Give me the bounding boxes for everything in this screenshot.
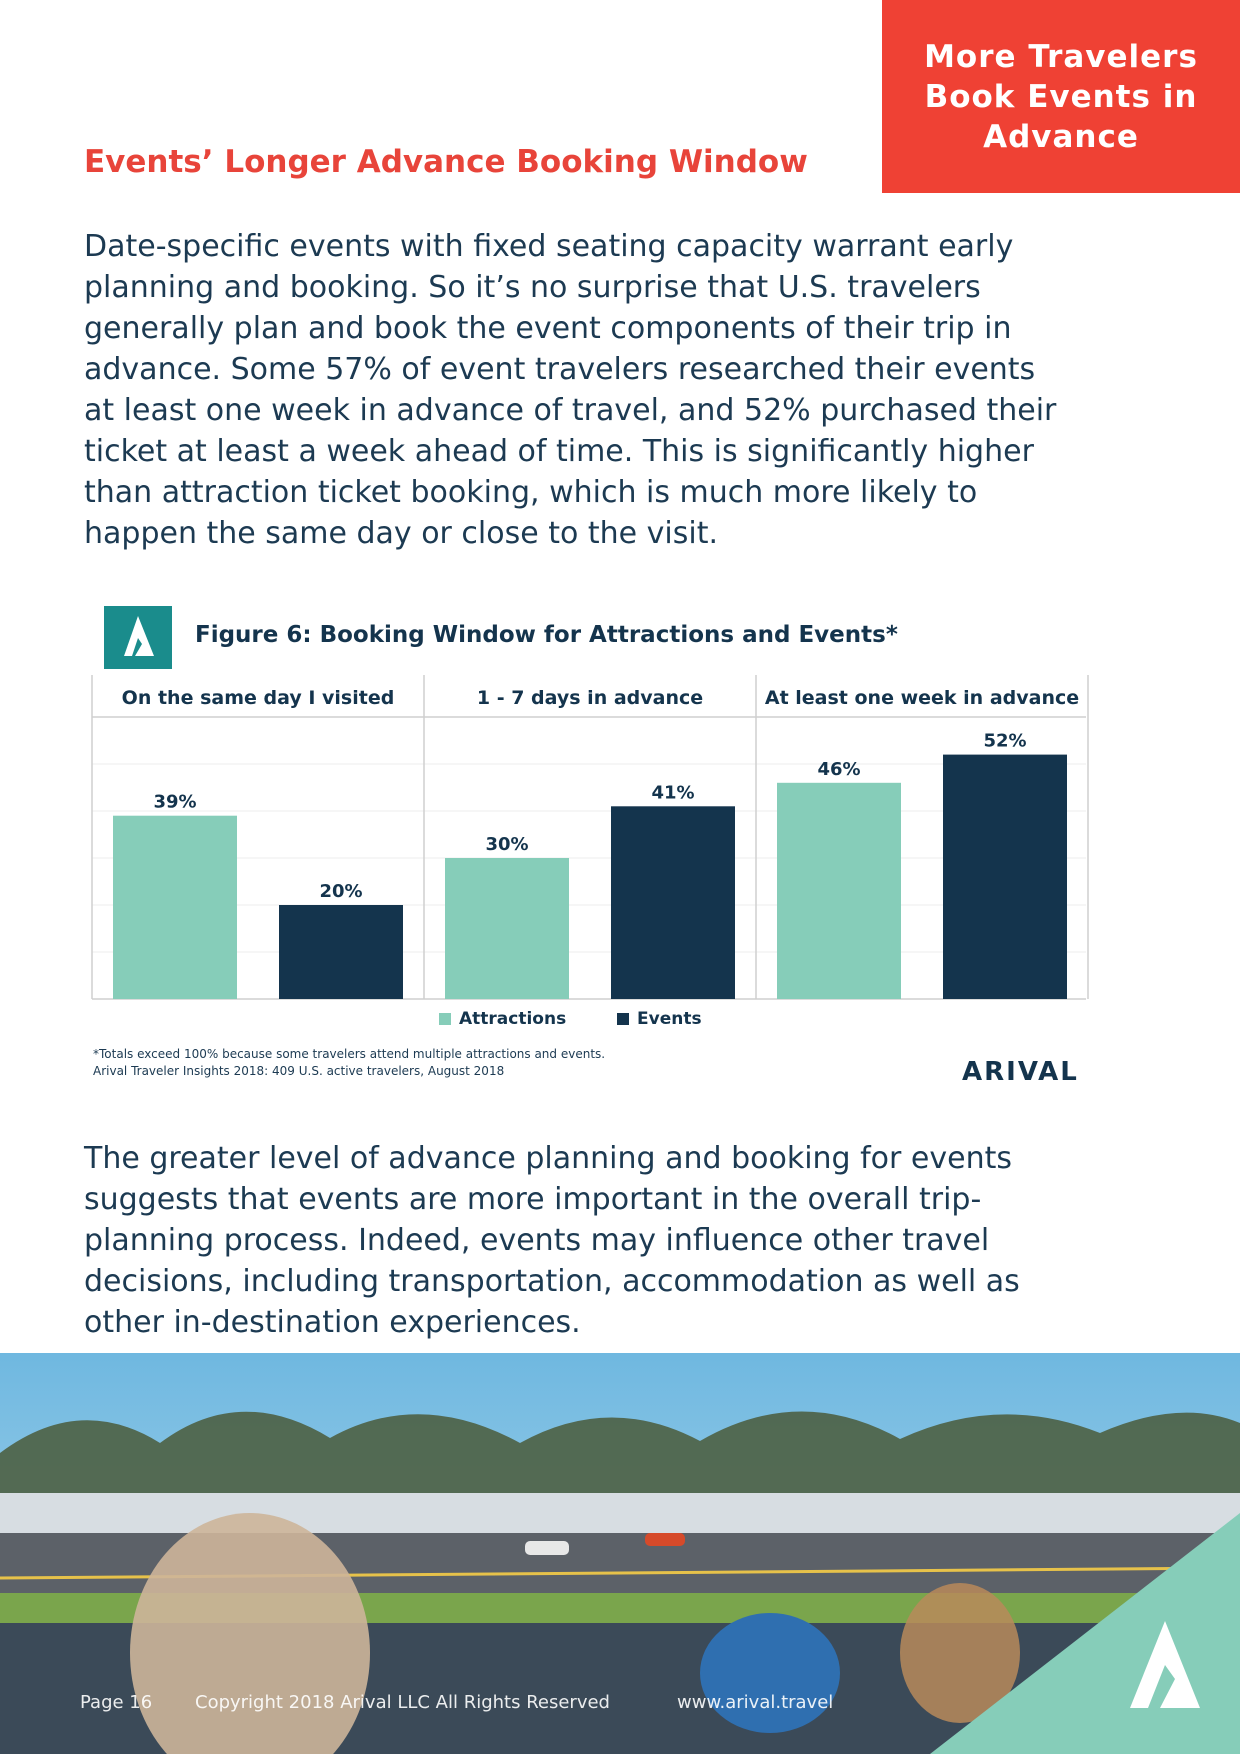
legend-item-events (617, 1009, 702, 1029)
data-label: 39% (153, 791, 197, 813)
copyright-text: Copyright 2018 Arival LLC All Rights Reserved (195, 1692, 610, 1713)
legend-label-events: Events (637, 1009, 702, 1029)
figure-title: Figure 6: Booking Window for Attractions and Events* (195, 622, 898, 648)
legend-swatch-events (617, 1013, 629, 1025)
arival-logo-icon (104, 606, 172, 669)
data-label: 52% (983, 730, 1027, 752)
bar-attractions (777, 783, 901, 999)
intro-paragraph: Date-specific events with fixed seating capacity warrant early planning and booking. So it’s no surprise that U.S. travelers generally plan and book the event components of their trip in advance. Some 57% of event travelers researched their events at least one week in advance of travel, and 52% purchased their ticket at least a week ahead of time. This is significantly higher than attraction ticket booking, which is much more likely to happen the same day or close to the visit. (84, 229, 1057, 551)
chart-source: Arival Traveler Insights 2018: 409 U.S. active travelers, August 2018 (93, 1064, 505, 1078)
bar-attractions (445, 858, 569, 999)
bar-events (279, 905, 403, 999)
section-heading: Events’ Longer Advance Booking Window (84, 144, 808, 180)
category-label: At least one week in advance (764, 687, 1080, 709)
chart-legend (0, 1006, 1240, 1036)
legend-swatch-attractions (439, 1013, 451, 1025)
title-banner (882, 0, 1240, 193)
legend-item-attractions (439, 1009, 566, 1029)
data-label: 41% (651, 782, 695, 804)
data-label: 20% (319, 881, 363, 902)
closing-paragraph: The greater level of advance planning and booking for events suggests that events are more important in the overall trip- planning process. Indeed, events may influence other travel decisions, including transportation, accommodation as well as other in-destination experiences. (84, 1141, 1020, 1340)
arival-wordmark: ARIVAL (962, 1057, 1079, 1087)
racetrack-photo (0, 1353, 1240, 1754)
data-label: 46% (817, 758, 861, 780)
category-label: 1 - 7 days in advance (476, 687, 704, 709)
chart-svg (90, 673, 1090, 1003)
bar-events (611, 806, 735, 999)
bar-events (943, 755, 1067, 999)
booking-window-chart (90, 673, 1090, 1003)
website-link[interactable]: www.arival.travel (677, 1692, 834, 1713)
chart-footnote: *Totals exceed 100% because some travelers attend multiple attractions and events. (93, 1047, 606, 1061)
legend-label-attractions: Attractions (459, 1009, 567, 1029)
title-banner-text: More Travelers Book Events in Advance (924, 38, 1198, 155)
data-label: 30% (485, 834, 529, 855)
page-number: Page 16 (80, 1692, 153, 1713)
bar-attractions (113, 816, 237, 999)
category-label: On the same day I visited (121, 687, 395, 709)
